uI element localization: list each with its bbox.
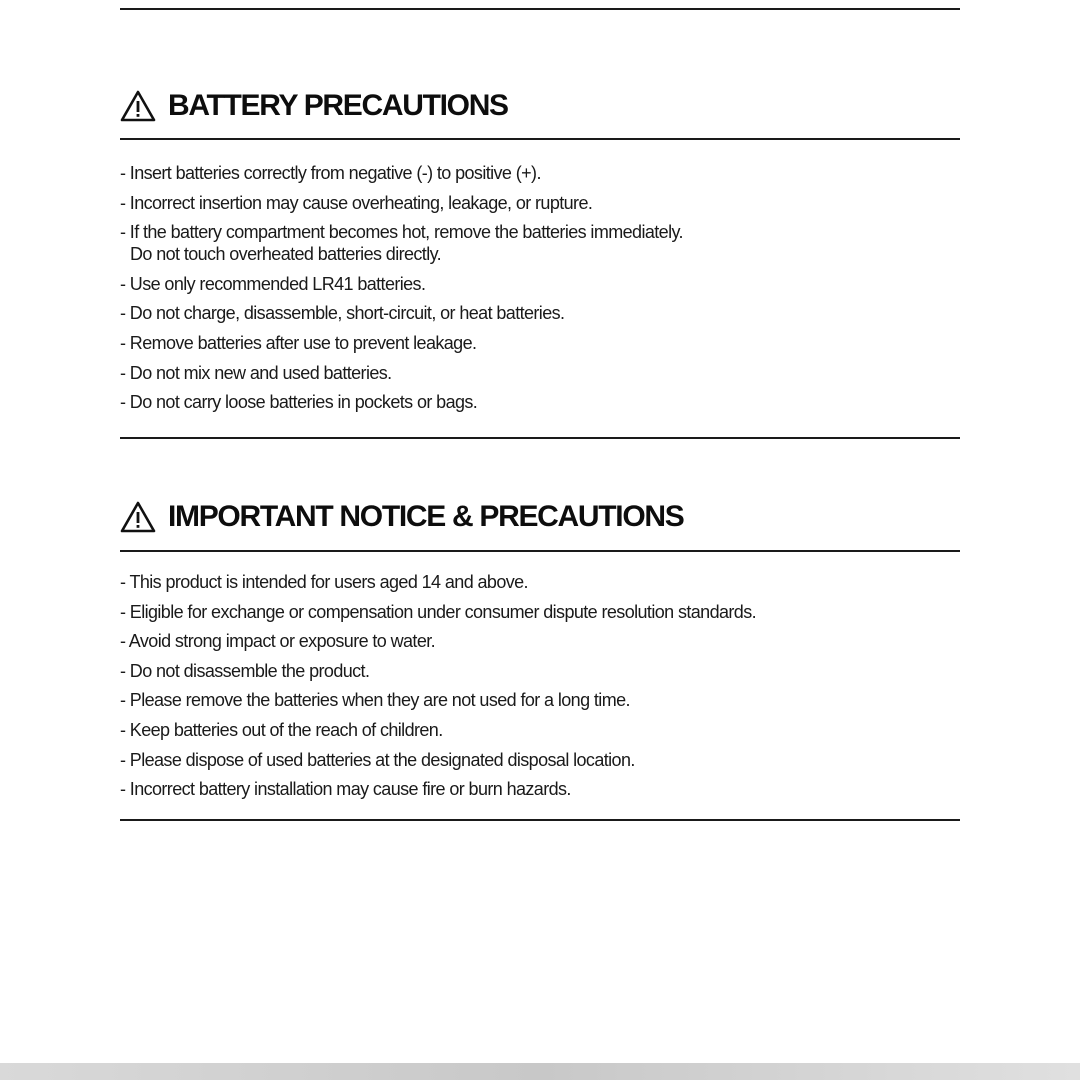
section-title: IMPORTANT NOTICE & PRECAUTIONS <box>168 500 684 533</box>
list-item: - Use only recommended LR41 batteries. <box>120 273 426 294</box>
section-divider <box>120 550 960 552</box>
list-item: - Do not disassemble the product. <box>120 660 370 681</box>
list-item: - Do not mix new and used batteries. <box>120 362 392 383</box>
list-item: - Keep batteries out of the reach of children. <box>120 719 443 740</box>
section-divider <box>120 437 960 439</box>
warning-triangle-icon <box>120 501 156 533</box>
list-item: - Avoid strong impact or exposure to water. <box>120 631 436 652</box>
battery-precautions-list <box>120 162 683 421</box>
bottom-divider <box>120 819 960 821</box>
list-item: - Please remove the batteries when they are not used for a long time. <box>120 690 630 711</box>
bottom-band <box>0 1063 1080 1080</box>
section-title: BATTERY PRECAUTIONS <box>168 89 508 122</box>
list-item: - Please dispose of used batteries at the designated disposal location. <box>120 749 635 770</box>
list-item: - Incorrect insertion may cause overheating, leakage, or rupture. <box>120 192 593 213</box>
section-divider <box>120 138 960 140</box>
important-notice-heading <box>120 497 683 537</box>
list-item: - Eligible for exchange or compensation under consumer dispute resolution standards. <box>120 601 756 622</box>
warning-triangle-icon <box>120 90 156 122</box>
battery-precautions-heading <box>120 86 508 126</box>
list-item: - Insert batteries correctly from negative (-) to positive (+). <box>120 163 541 183</box>
top-divider <box>120 8 960 10</box>
list-item: - Remove batteries after use to prevent leakage. <box>120 332 477 353</box>
important-notice-list <box>120 571 756 808</box>
list-item: - If the battery compartment becomes hot, remove the batteries immediately. Do not touch overheated batteries directly. <box>120 222 683 265</box>
list-item: - Do not charge, disassemble, short-circuit, or heat batteries. <box>120 303 565 324</box>
list-item: - This product is intended for users aged 14 and above. <box>120 572 528 592</box>
list-item: - Do not carry loose batteries in pockets or bags. <box>120 392 478 413</box>
list-item: - Incorrect battery installation may cause fire or burn hazards. <box>120 779 571 800</box>
